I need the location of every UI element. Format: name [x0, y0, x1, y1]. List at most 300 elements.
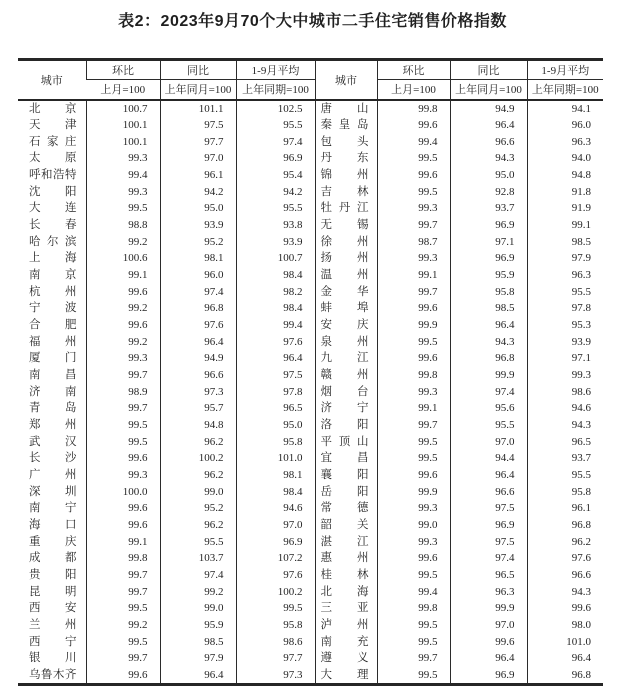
city-cell-right: 襄阳 — [315, 467, 377, 484]
mom-cell-left: 99.5 — [86, 600, 160, 617]
table-row — [18, 250, 603, 267]
mom-cell-right: 99.6 — [377, 350, 450, 367]
yoy-cell-right: 98.5 — [450, 300, 527, 317]
avg-cell-right: 94.0 — [527, 150, 603, 167]
avg-cell-right: 99.1 — [527, 217, 603, 234]
mom-cell-right: 99.3 — [377, 384, 450, 401]
mom-cell-right: 99.8 — [377, 600, 450, 617]
city-cell-right: 丹东 — [315, 150, 377, 167]
mom-cell-left: 98.9 — [86, 384, 160, 401]
avg-cell-left: 95.5 — [236, 200, 315, 217]
city-cell-left: 长春 — [29, 219, 77, 232]
avg-cell-left: 98.2 — [236, 284, 315, 301]
yoy-cell-left: 95.5 — [160, 534, 236, 551]
city-cell-left: 广州 — [29, 468, 77, 481]
table-row — [18, 450, 603, 467]
table-row — [18, 400, 603, 417]
mom-cell-left: 99.1 — [86, 534, 160, 551]
city-cell-right: 三亚 — [315, 600, 377, 617]
avg-cell-right: 93.9 — [527, 334, 603, 351]
avg-cell-left: 97.8 — [236, 384, 315, 401]
avg-cell-left: 97.6 — [236, 567, 315, 584]
yoy-cell-right: 96.4 — [450, 317, 527, 334]
yoy-cell-right: 99.9 — [450, 600, 527, 617]
avg-cell-left: 95.8 — [236, 617, 315, 634]
city-cell-right: 无锡 — [315, 217, 377, 234]
yoy-cell-left: 97.4 — [160, 284, 236, 301]
yoy-cell-right: 94.4 — [450, 450, 527, 467]
mom-cell-right: 99.7 — [377, 417, 450, 434]
yoy-cell-left: 94.9 — [160, 350, 236, 367]
city-cell-right: 济宁 — [315, 400, 377, 417]
avg-cell-right: 94.8 — [527, 167, 603, 184]
city-cell-right: 湛江 — [315, 534, 377, 551]
city-cell-right: 秦皇岛 — [315, 117, 377, 134]
city-cell-right: 洛阳 — [315, 417, 377, 434]
yoy-cell-left: 94.2 — [160, 184, 236, 201]
yoy-cell-left: 97.4 — [160, 567, 236, 584]
mom-cell-right: 99.5 — [377, 617, 450, 634]
mom-cell-right: 99.5 — [377, 567, 450, 584]
table-row — [18, 650, 603, 667]
yoy-cell-left: 97.5 — [160, 117, 236, 134]
avg-cell-left: 94.6 — [236, 500, 315, 517]
yoy-cell-right: 97.4 — [450, 384, 527, 401]
city-cell-right: 锦州 — [315, 167, 377, 184]
avg-cell-left: 96.4 — [236, 350, 315, 367]
yoy-cell-left: 99.0 — [160, 484, 236, 501]
table-row — [18, 350, 603, 367]
mom-cell-right: 99.8 — [377, 367, 450, 384]
yoy-cell-left: 96.0 — [160, 267, 236, 284]
mom-cell-right: 99.7 — [377, 650, 450, 667]
avg-cell-left: 97.4 — [236, 134, 315, 151]
avg-cell-right: 101.0 — [527, 634, 603, 651]
yoy-cell-right: 97.0 — [450, 617, 527, 634]
city-cell-left: 哈尔滨 — [29, 235, 77, 248]
avg-cell-right: 96.3 — [527, 134, 603, 151]
city-cell-left: 西宁 — [29, 635, 77, 648]
mom-cell-left: 99.7 — [86, 567, 160, 584]
table-row — [18, 634, 603, 651]
yoy-cell-left: 98.1 — [160, 250, 236, 267]
mom-cell-right: 99.9 — [377, 484, 450, 501]
city-cell-left: 兰州 — [29, 618, 77, 631]
yoy-cell-right: 93.7 — [450, 200, 527, 217]
table-row — [18, 534, 603, 551]
yoy-cell-left: 100.2 — [160, 450, 236, 467]
table-body — [18, 100, 603, 685]
yoy-cell-right: 95.6 — [450, 400, 527, 417]
city-cell-right: 韶关 — [315, 517, 377, 534]
avg-cell-right: 91.8 — [527, 184, 603, 201]
yoy-cell-right: 95.8 — [450, 284, 527, 301]
mom-cell-right: 99.3 — [377, 534, 450, 551]
mom-cell-right: 99.1 — [377, 267, 450, 284]
mom-cell-left: 99.8 — [86, 550, 160, 567]
yoy-cell-left: 101.1 — [160, 100, 236, 118]
city-cell-left: 昆明 — [29, 585, 77, 598]
mom-cell-left: 98.8 — [86, 217, 160, 234]
mom-cell-right: 99.6 — [377, 167, 450, 184]
mom-cell-right: 99.0 — [377, 517, 450, 534]
avg-cell-left: 96.5 — [236, 400, 315, 417]
header-mom-right: 环比 — [377, 60, 450, 80]
avg-cell-right: 99.6 — [527, 600, 603, 617]
yoy-cell-left: 93.9 — [160, 217, 236, 234]
yoy-cell-right: 96.6 — [450, 134, 527, 151]
avg-cell-left: 93.8 — [236, 217, 315, 234]
yoy-cell-right: 92.8 — [450, 184, 527, 201]
mom-cell-left: 99.6 — [86, 284, 160, 301]
city-cell-right: 吉林 — [315, 184, 377, 201]
avg-cell-left: 107.2 — [236, 550, 315, 567]
avg-cell-left: 98.4 — [236, 484, 315, 501]
table-row — [18, 100, 603, 118]
avg-cell-right: 95.5 — [527, 284, 603, 301]
mom-cell-right: 99.5 — [377, 450, 450, 467]
mom-cell-right: 99.5 — [377, 334, 450, 351]
city-cell-left: 天津 — [29, 119, 77, 132]
city-cell-left: 沈阳 — [29, 185, 77, 198]
table-row — [18, 584, 603, 601]
page-title: 表2：2023年9月70个大中城市二手住宅销售价格指数 — [118, 13, 507, 30]
city-cell-right: 牡丹江 — [315, 200, 377, 217]
city-cell-left: 南昌 — [29, 369, 77, 381]
avg-cell-left: 98.6 — [236, 634, 315, 651]
yoy-cell-right: 94.3 — [450, 334, 527, 351]
yoy-cell-left: 95.7 — [160, 400, 236, 417]
mom-cell-left: 99.7 — [86, 367, 160, 384]
mom-cell-right: 99.3 — [377, 200, 450, 217]
yoy-cell-right: 96.9 — [450, 517, 527, 534]
avg-cell-right: 94.1 — [527, 100, 603, 118]
city-cell-left: 成都 — [29, 552, 77, 565]
city-cell-left: 西安 — [29, 602, 77, 615]
mom-cell-left: 99.6 — [86, 450, 160, 467]
mom-cell-right: 99.5 — [377, 184, 450, 201]
yoy-cell-left: 97.0 — [160, 150, 236, 167]
table-row — [18, 167, 603, 184]
avg-cell-left: 99.4 — [236, 317, 315, 334]
mom-cell-left: 99.6 — [86, 317, 160, 334]
avg-cell-right: 94.3 — [527, 417, 603, 434]
city-cell-right: 泉州 — [315, 334, 377, 351]
city-cell-left: 银川 — [29, 652, 77, 665]
city-cell-left: 合肥 — [29, 319, 77, 332]
city-cell-right: 扬州 — [315, 250, 377, 267]
mom-cell-left: 99.2 — [86, 234, 160, 251]
header-city-left: 城市 — [18, 60, 86, 100]
subheader-avg-base-left: 上年同期=100 — [236, 80, 315, 100]
mom-cell-right: 99.1 — [377, 400, 450, 417]
city-cell-right: 泸州 — [315, 617, 377, 634]
yoy-cell-left: 103.7 — [160, 550, 236, 567]
yoy-cell-left: 99.2 — [160, 584, 236, 601]
avg-cell-right: 95.3 — [527, 317, 603, 334]
mom-cell-left: 99.5 — [86, 200, 160, 217]
table-row — [18, 334, 603, 351]
yoy-cell-right: 96.3 — [450, 584, 527, 601]
yoy-cell-right: 96.9 — [450, 217, 527, 234]
mom-cell-left: 99.5 — [86, 634, 160, 651]
mom-cell-left: 100.7 — [86, 100, 160, 118]
mom-cell-left: 99.3 — [86, 150, 160, 167]
city-cell-left: 大连 — [29, 202, 77, 215]
avg-cell-right: 97.9 — [527, 250, 603, 267]
city-cell-left: 厦门 — [29, 352, 77, 365]
mom-cell-right: 99.6 — [377, 117, 450, 134]
avg-cell-right: 96.3 — [527, 267, 603, 284]
avg-cell-right: 98.5 — [527, 234, 603, 251]
avg-cell-right: 96.0 — [527, 117, 603, 134]
city-cell-left: 武汉 — [29, 435, 77, 448]
city-cell-right: 徐州 — [315, 234, 377, 251]
avg-cell-left: 97.5 — [236, 367, 315, 384]
yoy-cell-left: 96.4 — [160, 667, 236, 685]
yoy-cell-left: 96.6 — [160, 367, 236, 384]
yoy-cell-right: 94.3 — [450, 150, 527, 167]
table-row — [18, 500, 603, 517]
yoy-cell-right: 99.6 — [450, 634, 527, 651]
city-cell-left: 南京 — [29, 269, 77, 282]
city-cell-left: 福州 — [29, 335, 77, 348]
avg-cell-left: 100.2 — [236, 584, 315, 601]
mom-cell-left: 99.3 — [86, 467, 160, 484]
mom-cell-right: 99.9 — [377, 317, 450, 334]
avg-cell-right: 96.6 — [527, 567, 603, 584]
yoy-cell-left: 98.5 — [160, 634, 236, 651]
header-yoy-right: 同比 — [450, 60, 527, 80]
city-cell-right: 金华 — [315, 284, 377, 301]
city-cell-left: 济南 — [29, 385, 77, 398]
yoy-cell-right: 97.4 — [450, 550, 527, 567]
city-cell-right: 蚌埠 — [315, 300, 377, 317]
city-cell-right: 赣州 — [315, 367, 377, 384]
avg-cell-left: 97.7 — [236, 650, 315, 667]
yoy-cell-right: 97.1 — [450, 234, 527, 251]
yoy-cell-right: 96.9 — [450, 667, 527, 685]
yoy-cell-right: 96.6 — [450, 484, 527, 501]
city-cell-left: 杭州 — [29, 285, 77, 298]
mom-cell-right: 99.3 — [377, 250, 450, 267]
city-cell-left: 上海 — [29, 252, 77, 265]
table-row — [18, 134, 603, 151]
city-cell-left: 石家庄 — [29, 135, 77, 148]
avg-cell-left: 95.4 — [236, 167, 315, 184]
mom-cell-left: 99.4 — [86, 167, 160, 184]
yoy-cell-right: 96.9 — [450, 250, 527, 267]
avg-cell-right: 96.4 — [527, 650, 603, 667]
mom-cell-right: 99.4 — [377, 134, 450, 151]
yoy-cell-left: 95.9 — [160, 617, 236, 634]
avg-cell-right: 95.5 — [527, 467, 603, 484]
yoy-cell-left: 96.2 — [160, 434, 236, 451]
avg-cell-right: 98.6 — [527, 384, 603, 401]
table-header — [18, 60, 603, 100]
city-cell-right: 烟台 — [315, 384, 377, 401]
yoy-cell-left: 95.2 — [160, 234, 236, 251]
mom-cell-left: 99.7 — [86, 650, 160, 667]
mom-cell-left: 99.7 — [86, 584, 160, 601]
table-row — [18, 550, 603, 567]
yoy-cell-left: 96.1 — [160, 167, 236, 184]
subheader-mom-base-right: 上月=100 — [377, 80, 450, 100]
avg-cell-left: 94.2 — [236, 184, 315, 201]
yoy-cell-right: 96.4 — [450, 650, 527, 667]
subheader-avg-base-right: 上年同期=100 — [527, 80, 603, 100]
avg-cell-right: 96.8 — [527, 517, 603, 534]
avg-cell-left: 102.5 — [236, 100, 315, 118]
city-cell-left: 长沙 — [29, 452, 77, 465]
city-cell-left: 宁波 — [29, 302, 77, 315]
avg-cell-left: 95.8 — [236, 434, 315, 451]
yoy-cell-left: 97.9 — [160, 650, 236, 667]
subheader-yoy-base-right: 上年同月=100 — [450, 80, 527, 100]
mom-cell-right: 99.7 — [377, 217, 450, 234]
avg-cell-left: 100.7 — [236, 250, 315, 267]
yoy-cell-right: 97.0 — [450, 434, 527, 451]
avg-cell-right: 96.5 — [527, 434, 603, 451]
yoy-cell-right: 95.0 — [450, 167, 527, 184]
avg-cell-left: 101.0 — [236, 450, 315, 467]
avg-cell-right: 96.1 — [527, 500, 603, 517]
city-cell-right: 北海 — [315, 584, 377, 601]
city-cell-left: 北京 — [29, 102, 77, 115]
table-row — [18, 434, 603, 451]
table-row — [18, 200, 603, 217]
mom-cell-right: 99.5 — [377, 634, 450, 651]
mom-cell-right: 99.5 — [377, 434, 450, 451]
table-row — [18, 600, 603, 617]
mom-cell-left: 99.5 — [86, 417, 160, 434]
yoy-cell-right: 96.5 — [450, 567, 527, 584]
city-cell-left: 重庆 — [29, 535, 77, 548]
yoy-cell-left: 95.2 — [160, 500, 236, 517]
header-mom-left: 环比 — [86, 60, 160, 80]
city-cell-right: 桂林 — [315, 567, 377, 584]
city-cell-left: 海口 — [29, 518, 77, 531]
yoy-cell-left: 97.6 — [160, 317, 236, 334]
avg-cell-right: 99.3 — [527, 367, 603, 384]
mom-cell-right: 99.6 — [377, 467, 450, 484]
table-row — [18, 150, 603, 167]
yoy-cell-left: 96.2 — [160, 517, 236, 534]
yoy-cell-right: 94.9 — [450, 100, 527, 118]
mom-cell-left: 99.2 — [86, 617, 160, 634]
yoy-cell-left: 96.4 — [160, 334, 236, 351]
avg-cell-left: 93.9 — [236, 234, 315, 251]
table-row — [18, 384, 603, 401]
subheader-yoy-base-left: 上年同月=100 — [160, 80, 236, 100]
avg-cell-left: 98.4 — [236, 267, 315, 284]
table-row — [18, 667, 603, 685]
city-cell-left: 南宁 — [29, 502, 77, 515]
city-cell-right: 惠州 — [315, 550, 377, 567]
yoy-cell-left: 96.8 — [160, 300, 236, 317]
city-cell-right: 大理 — [315, 667, 377, 685]
avg-cell-left: 97.3 — [236, 667, 315, 685]
yoy-cell-right: 97.5 — [450, 500, 527, 517]
yoy-cell-left: 97.3 — [160, 384, 236, 401]
avg-cell-right: 94.3 — [527, 584, 603, 601]
mom-cell-left: 99.1 — [86, 267, 160, 284]
yoy-cell-left: 97.7 — [160, 134, 236, 151]
yoy-cell-right: 99.9 — [450, 367, 527, 384]
mom-cell-right: 99.5 — [377, 150, 450, 167]
yoy-cell-right: 96.4 — [450, 117, 527, 134]
mom-cell-right: 99.4 — [377, 584, 450, 601]
header-yoy-left: 同比 — [160, 60, 236, 80]
mom-cell-right: 99.5 — [377, 667, 450, 685]
mom-cell-left: 100.0 — [86, 484, 160, 501]
avg-cell-right: 97.1 — [527, 350, 603, 367]
mom-cell-left: 100.1 — [86, 117, 160, 134]
header-city-right: 城市 — [315, 60, 377, 100]
mom-cell-left: 99.2 — [86, 334, 160, 351]
city-cell-right: 唐山 — [315, 100, 377, 118]
table-row — [18, 267, 603, 284]
mom-cell-left: 100.1 — [86, 134, 160, 151]
avg-cell-left: 97.0 — [236, 517, 315, 534]
avg-cell-left: 95.0 — [236, 417, 315, 434]
price-index-table — [18, 58, 603, 686]
mom-cell-right: 99.6 — [377, 300, 450, 317]
yoy-cell-right: 96.4 — [450, 467, 527, 484]
table-row — [18, 517, 603, 534]
header-avg-left: 1-9月平均 — [236, 60, 315, 80]
table-row — [18, 117, 603, 134]
mom-cell-right: 99.3 — [377, 500, 450, 517]
table-row — [18, 367, 603, 384]
table-row — [18, 217, 603, 234]
city-cell-right: 平顶山 — [315, 434, 377, 451]
avg-cell-right: 96.8 — [527, 667, 603, 685]
avg-cell-left: 96.9 — [236, 150, 315, 167]
mom-cell-left: 99.6 — [86, 517, 160, 534]
city-cell-left: 乌鲁木齐 — [29, 668, 77, 681]
avg-cell-right: 93.7 — [527, 450, 603, 467]
city-cell-right: 安庆 — [315, 317, 377, 334]
table-row — [18, 317, 603, 334]
yoy-cell-right: 96.8 — [450, 350, 527, 367]
yoy-cell-left: 96.2 — [160, 467, 236, 484]
avg-cell-right: 96.2 — [527, 534, 603, 551]
yoy-cell-right: 95.5 — [450, 417, 527, 434]
avg-cell-left: 95.5 — [236, 117, 315, 134]
mom-cell-right: 99.7 — [377, 284, 450, 301]
avg-cell-right: 91.9 — [527, 200, 603, 217]
avg-cell-right: 94.6 — [527, 400, 603, 417]
mom-cell-left: 99.6 — [86, 500, 160, 517]
mom-cell-left: 99.5 — [86, 434, 160, 451]
yoy-cell-right: 97.5 — [450, 534, 527, 551]
yoy-cell-left: 95.0 — [160, 200, 236, 217]
table-row — [18, 284, 603, 301]
table-row — [18, 234, 603, 251]
city-cell-left: 呼和浩特 — [29, 169, 77, 182]
avg-cell-right: 97.6 — [527, 550, 603, 567]
avg-cell-left: 96.9 — [236, 534, 315, 551]
city-cell-left: 深圳 — [29, 485, 77, 498]
city-cell-left: 贵阳 — [29, 568, 77, 581]
mom-cell-right: 99.8 — [377, 100, 450, 118]
avg-cell-left: 98.1 — [236, 467, 315, 484]
subheader-mom-base-left: 上月=100 — [86, 80, 160, 100]
mom-cell-left: 99.6 — [86, 667, 160, 685]
mom-cell-right: 98.7 — [377, 234, 450, 251]
city-cell-right: 常德 — [315, 500, 377, 517]
